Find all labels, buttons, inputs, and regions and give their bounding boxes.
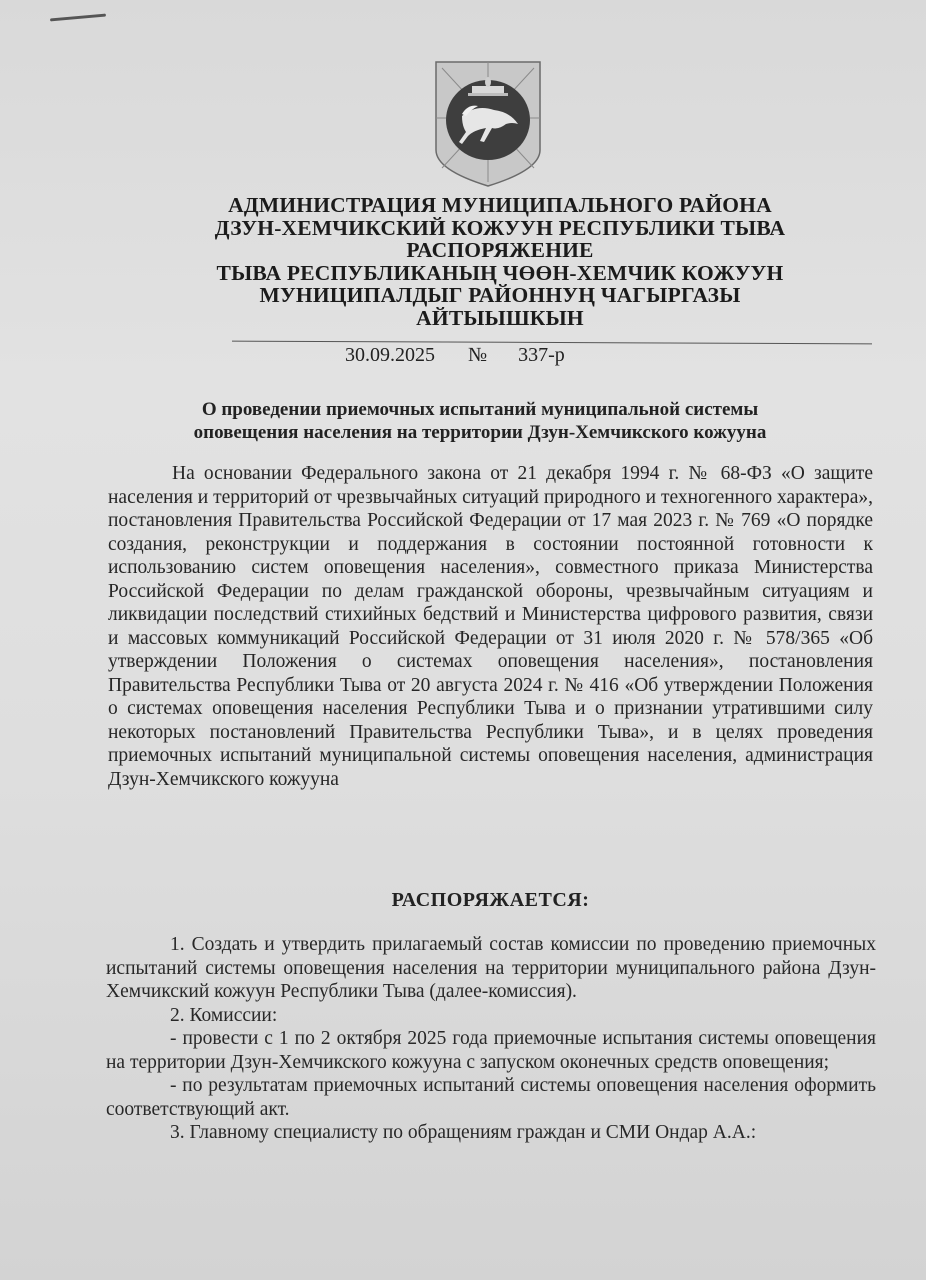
pen-mark — [50, 14, 106, 22]
preamble-paragraph: На основании Федерального закона от 21 декабря 1994 г. № 68-ФЗ «О защите населения и территорий от чрезвычайных ситуаций природного и техногенного характера», постановления Правительства Российской Федерации от 17 мая 2023 г. № 769 «О порядке создания, реконструкции и поддержания в состоянии постоянной готовности к использованию систем оповещения населения», совместного приказа Министерства Российской Федерации по делам гражданской обороны, чрезвычайным ситуациям и ликвидации последствий стихийных бедствий и Министерства цифрового развития, связи и массовых коммуникаций Российской Федерации от 31 июля 2020 г. № 578/365 «Об утверждении Положения о системах оповещения населения», постановления Правительства Республики Тыва от 20 августа 2024 г. № 416 «Об утверждении Положения о системах оповещения населения Республики Тыва и о признании утратившими силу некоторых постановлений Правительства Республики Тыва», и в целях проведения приемочных испытаний муниципальной системы оповещения населения, администрация Дзун-Хемчикского кожууна — [108, 463, 873, 790]
document-number: 337-р — [518, 344, 565, 366]
preamble — [108, 462, 873, 791]
resolution-item: 1. Создать и утвердить прилагаемый состав комиссии по проведению приемочных испытаний системы оповещения населения на территории муниципального района Дзун-Хемчикский кожуун Республики Тыва (далее-комиссия). — [106, 934, 876, 1002]
document-header — [150, 194, 850, 329]
emblem-icon — [432, 58, 544, 188]
resolution-item: - провести с 1 по 2 октября 2025 года приемочные испытания системы оповещения на территории Дзун-Хемчикского кожууна с запуском оконечных средств оповещения; — [106, 1028, 876, 1073]
header-line: ТЫВА РЕСПУБЛИКАНЫҢ ЧӨӨН-ХЕМЧИК КОЖУУН — [216, 260, 784, 285]
resolution-items — [106, 933, 876, 1145]
document-title — [140, 398, 820, 444]
resolution-item: - по результатам приемочных испытаний системы оповещения населения оформить соответствующий акт. — [106, 1075, 876, 1120]
resolves-heading: РАСПОРЯЖАЕТСЯ: — [391, 889, 590, 911]
resolution-item: 2. Комиссии: — [170, 1004, 278, 1026]
document-date-number — [345, 344, 565, 367]
coat-of-arms-emblem — [432, 58, 544, 188]
resolution-item: 3. Главному специалисту по обращениям граждан и СМИ Ондар А.А.: — [170, 1122, 757, 1143]
number-sign: № — [468, 344, 488, 366]
title-line: оповещения населения на территории Дзун-Хемчикского кожууна — [193, 422, 767, 443]
header-line: МУНИЦИПАЛДЫГ РАЙОННУҢ ЧАГЫРГАЗЫ — [259, 283, 741, 307]
document-date: 30.09.2025 — [345, 344, 435, 366]
header-line: АДМИНИСТРАЦИЯ МУНИЦИПАЛЬНОГО РАЙОНА — [228, 193, 772, 217]
header-line: АЙТЫЫШКЫН — [416, 305, 584, 330]
header-line: РАСПОРЯЖЕНИЕ — [406, 238, 594, 262]
header-line: ДЗУН-ХЕМЧИКСКИЙ КОЖУУН РЕСПУБЛИКИ ТЫВА — [214, 215, 786, 240]
title-line: О проведении приемочных испытаний муниципальной системы — [201, 399, 759, 420]
